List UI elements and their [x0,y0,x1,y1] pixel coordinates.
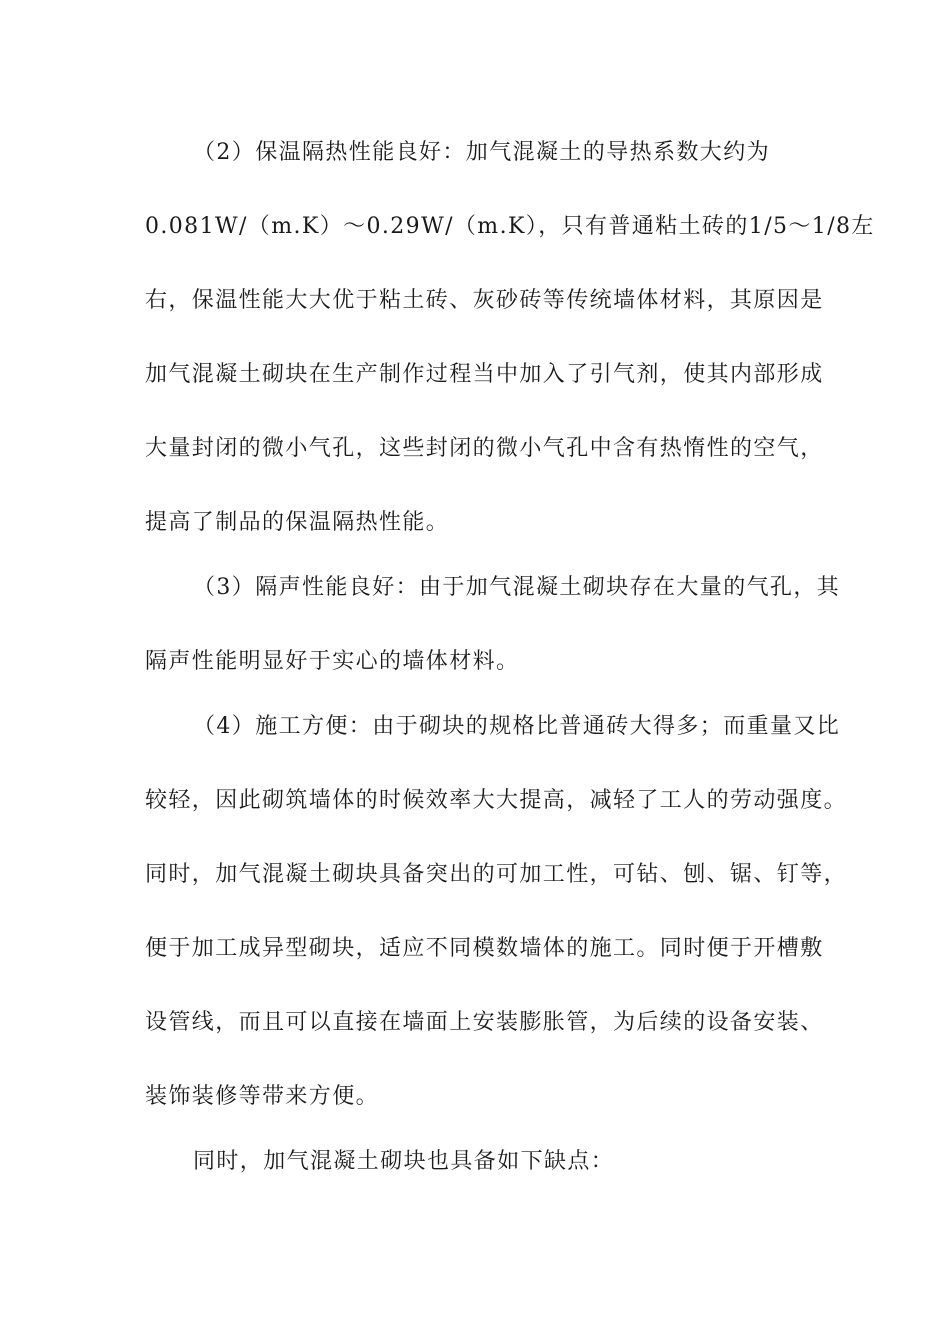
paragraph-3-line-3: 同时，加气混凝土砌块具备突出的可加工性，可钻、刨、锯、钉等， [145,862,848,887]
paragraph-3-line-2: 较轻，因此砌筑墙体的时候效率大大提高，减轻了工人的劳动强度。 [145,788,848,813]
paragraph-2-line-2: 隔声性能明显好于实心的墙体材料。 [145,649,520,674]
paragraph-3-line-1: （4）施工方便：由于砌块的规格比普通砖大得多；而重量又比 [193,714,841,739]
paragraph-1-line-4: 加气混凝土砌块在生产制作过程当中加入了引气剂，使其内部形成 [145,362,824,387]
paragraph-1-line-1: （2）保温隔热性能良好：加气混凝土的导热系数大约为 [193,140,770,165]
paragraph-4-line-1: 同时，加气混凝土砌块也具备如下缺点： [193,1149,615,1174]
paragraph-1-line-3: 右，保温性能大大优于粘土砖、灰砂砖等传统墙体材料，其原因是 [145,288,824,313]
paragraph-3-line-4: 便于加工成异型砌块，适应不同模数墙体的施工。同时便于开槽敷 [145,936,824,961]
paragraph-2-line-1: （3）隔声性能良好：由于加气混凝土砌块存在大量的气孔，其 [193,575,841,600]
paragraph-3-line-6: 装饰装修等带来方便。 [145,1084,380,1109]
paragraph-1-line-2: 0.081W/（m.K）～0.29W/（m.K），只有普通粘土砖的1/5～1/8左 [145,214,875,239]
paragraph-3-line-5: 设管线，而且可以直接在墙面上安装膨胀管，为后续的设备安装、 [145,1010,824,1035]
paragraph-1-line-6: 提高了制品的保温隔热性能。 [145,510,450,535]
paragraph-1-line-5: 大量封闭的微小气孔，这些封闭的微小气孔中含有热惰性的空气， [145,436,824,461]
